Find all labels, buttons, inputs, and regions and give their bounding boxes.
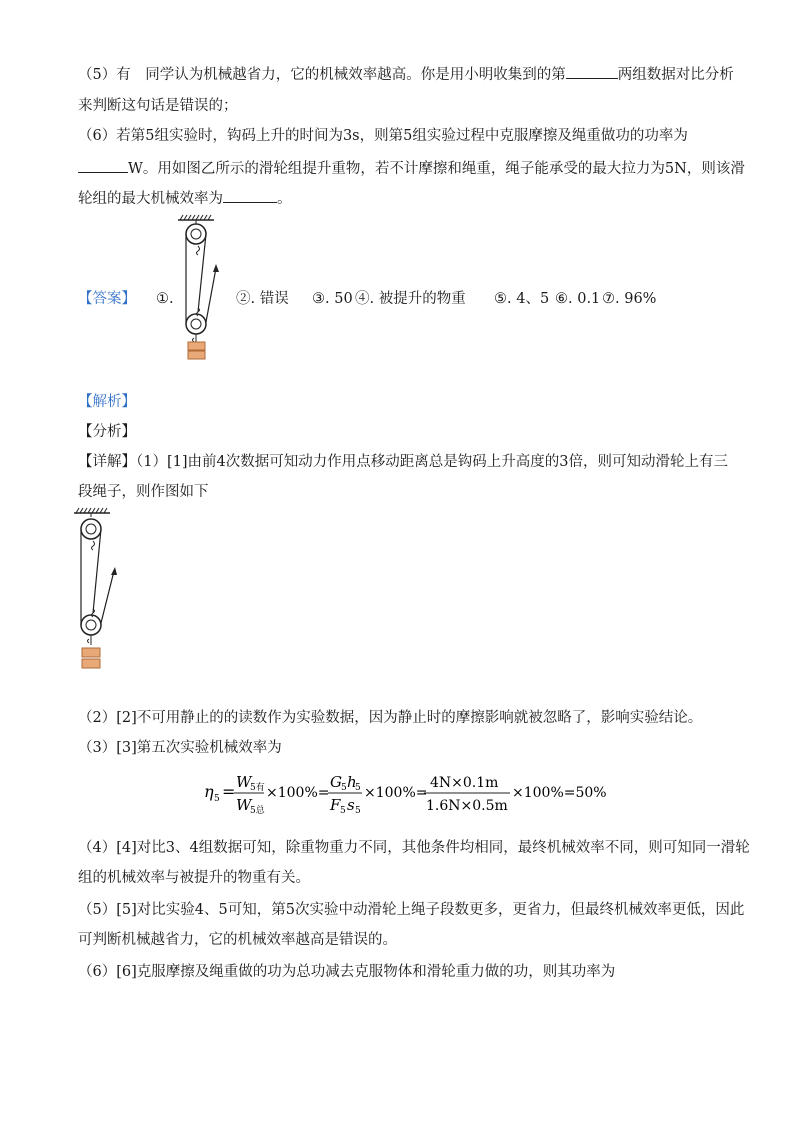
para-6: （6）[6]克服摩擦及绳重做的功为总功减去克服物体和滑轮重力做的功，则其功率为: [78, 964, 616, 980]
efficiency-formula: [200, 768, 620, 818]
answer-4: ④. 被提升的物重: [355, 291, 466, 307]
answer-7: ⑦. 96%: [602, 291, 657, 307]
pulley-diagram-answer: [172, 212, 232, 377]
svg-text:5有: 5有: [250, 783, 265, 793]
svg-text:1.6N×0.5m: 1.6N×0.5m: [426, 798, 508, 814]
equals-sign: =: [222, 782, 236, 801]
eta-symbol: η: [204, 782, 214, 801]
svg-text:s: s: [347, 796, 355, 814]
svg-text:W: W: [236, 773, 252, 791]
q6-line-2: W。用如图乙所示的滑轮组提升重物，若不计摩擦和绳重，绳子能承受的最大拉力为5N，则该滑: [78, 158, 745, 179]
svg-text:5: 5: [355, 783, 361, 793]
analysis-label: 【解析】: [78, 394, 136, 410]
q5-line-1: （5）有 同学认为机械越省力，它的机械效率越高。你是用小明收集到的第 两组数据对比分析: [78, 64, 734, 85]
para-2: （2）[2]不可用静止的的读数作为实验数据，因为静止时的摩擦影响就被忽略了，影响实验结论。: [78, 710, 703, 726]
answer-1: ①.: [156, 291, 174, 307]
answer-2: ②. 错误: [236, 291, 289, 307]
detail-line-1: 【详解】（1）[1]由前4次数据可知动力作用点移动距离总是钩码上升高度的3倍，则可知动滑轮上有三: [78, 454, 728, 470]
fenxi-label: 【分析】: [78, 424, 136, 440]
para-5-line-2: 可判断机械越省力，它的机械效率越高是错误的。: [78, 932, 397, 948]
svg-text:×100%=50%: ×100%=50%: [512, 785, 607, 801]
para-4-line-1: （4）[4]对比3、4组数据可知，除重物重力不同，其他条件均相同，最终机械效率不同，则可知同一滑轮: [78, 840, 750, 856]
svg-text:4N×0.1m: 4N×0.1m: [430, 775, 499, 791]
answer-blank: [566, 64, 618, 79]
svg-text:×100%=: ×100%=: [364, 785, 428, 801]
para-4-line-2: 组的机械效率与被提升的物重有关。: [78, 870, 310, 886]
answer-label: 【答案】: [78, 291, 136, 307]
svg-text:G: G: [330, 773, 342, 791]
svg-text:5: 5: [340, 806, 346, 816]
detail-line-2: 段绳子，则作图如下: [78, 484, 209, 500]
svg-text:5: 5: [341, 783, 347, 793]
svg-text:F: F: [330, 796, 341, 814]
pulley-diagram-explanation: [70, 505, 130, 675]
svg-text:W: W: [236, 796, 252, 814]
answer-blank: [78, 158, 128, 173]
q6-line-1: （6）若第5组实验时，钩码上升的时间为3s，则第5组实验过程中克服摩擦及绳重做功的功率为: [78, 128, 688, 144]
para-3: （3）[3]第五次实验机械效率为: [78, 740, 282, 756]
svg-text:h: h: [347, 773, 357, 791]
answer-5: ⑤. 4、5: [494, 291, 550, 307]
svg-text:5: 5: [214, 794, 220, 804]
answer-3: ③. 50: [312, 291, 353, 307]
answer-6: ⑥. 0.1: [555, 291, 601, 307]
answer-blank: [223, 188, 277, 203]
svg-text:5: 5: [355, 806, 361, 816]
svg-text:×100%=: ×100%=: [266, 785, 330, 801]
svg-text:5总: 5总: [250, 806, 265, 816]
q5-line-2: 来判断这句话是错误的；: [78, 98, 238, 114]
para-5-line-1: （5）[5]对比实验4、5可知，第5次实验中动滑轮上绳子段数更多，更省力，但最终机械效率更低，因此: [78, 902, 745, 918]
q6-line-3: 轮组的最大机械效率为 。: [78, 188, 292, 209]
